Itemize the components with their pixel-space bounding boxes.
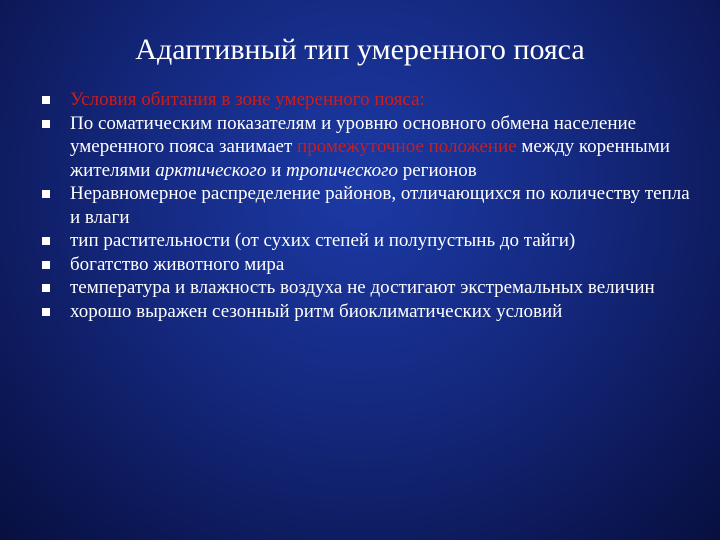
- italic-text: арктического: [155, 159, 267, 181]
- square-bullet-icon: [42, 237, 50, 245]
- bullet-text: тип растительности (от сухих степей и полупустынь до тайги): [70, 230, 576, 251]
- bullet-item: [40, 88, 700, 112]
- bullet-item: [40, 182, 700, 229]
- slide-title: Адаптивный тип умеренного пояса: [135, 33, 585, 66]
- bullet-text: и: [266, 159, 286, 181]
- bullet-item: [40, 253, 700, 277]
- italic-text: тропического: [286, 159, 398, 181]
- bullet-text: Условия обитания в зоне умеренного пояса:: [70, 89, 425, 110]
- square-bullet-icon: [42, 261, 50, 269]
- bullet-text: богатство животного мира: [70, 253, 285, 275]
- highlight-text: промежуточное положение: [297, 136, 517, 157]
- bullet-item: [40, 300, 700, 324]
- square-bullet-icon: [42, 308, 50, 316]
- square-bullet-icon: [42, 190, 50, 198]
- bullet-item: [40, 276, 700, 300]
- bullet-text: хорошо выражен сезонный ритм биоклиматических условий: [70, 300, 563, 322]
- bullet-text: Неравномерное распределение районов, отличающихся по количеству тепла и влаги: [70, 183, 690, 228]
- bullet-item: [40, 229, 700, 253]
- square-bullet-icon: [42, 96, 50, 104]
- bullet-item: [40, 112, 700, 183]
- bullet-text: температура и влажность воздуха не достигают экстремальных величин: [70, 277, 655, 298]
- bullet-text: регионов: [397, 159, 477, 181]
- bullet-text: По соматическим показателям и уровню основного обмена население умеренного пояса занимает: [70, 112, 637, 157]
- square-bullet-icon: [42, 284, 50, 292]
- bullet-text: между коренными жителями: [70, 136, 670, 181]
- square-bullet-icon: [42, 120, 50, 128]
- bullet-list: [40, 88, 700, 323]
